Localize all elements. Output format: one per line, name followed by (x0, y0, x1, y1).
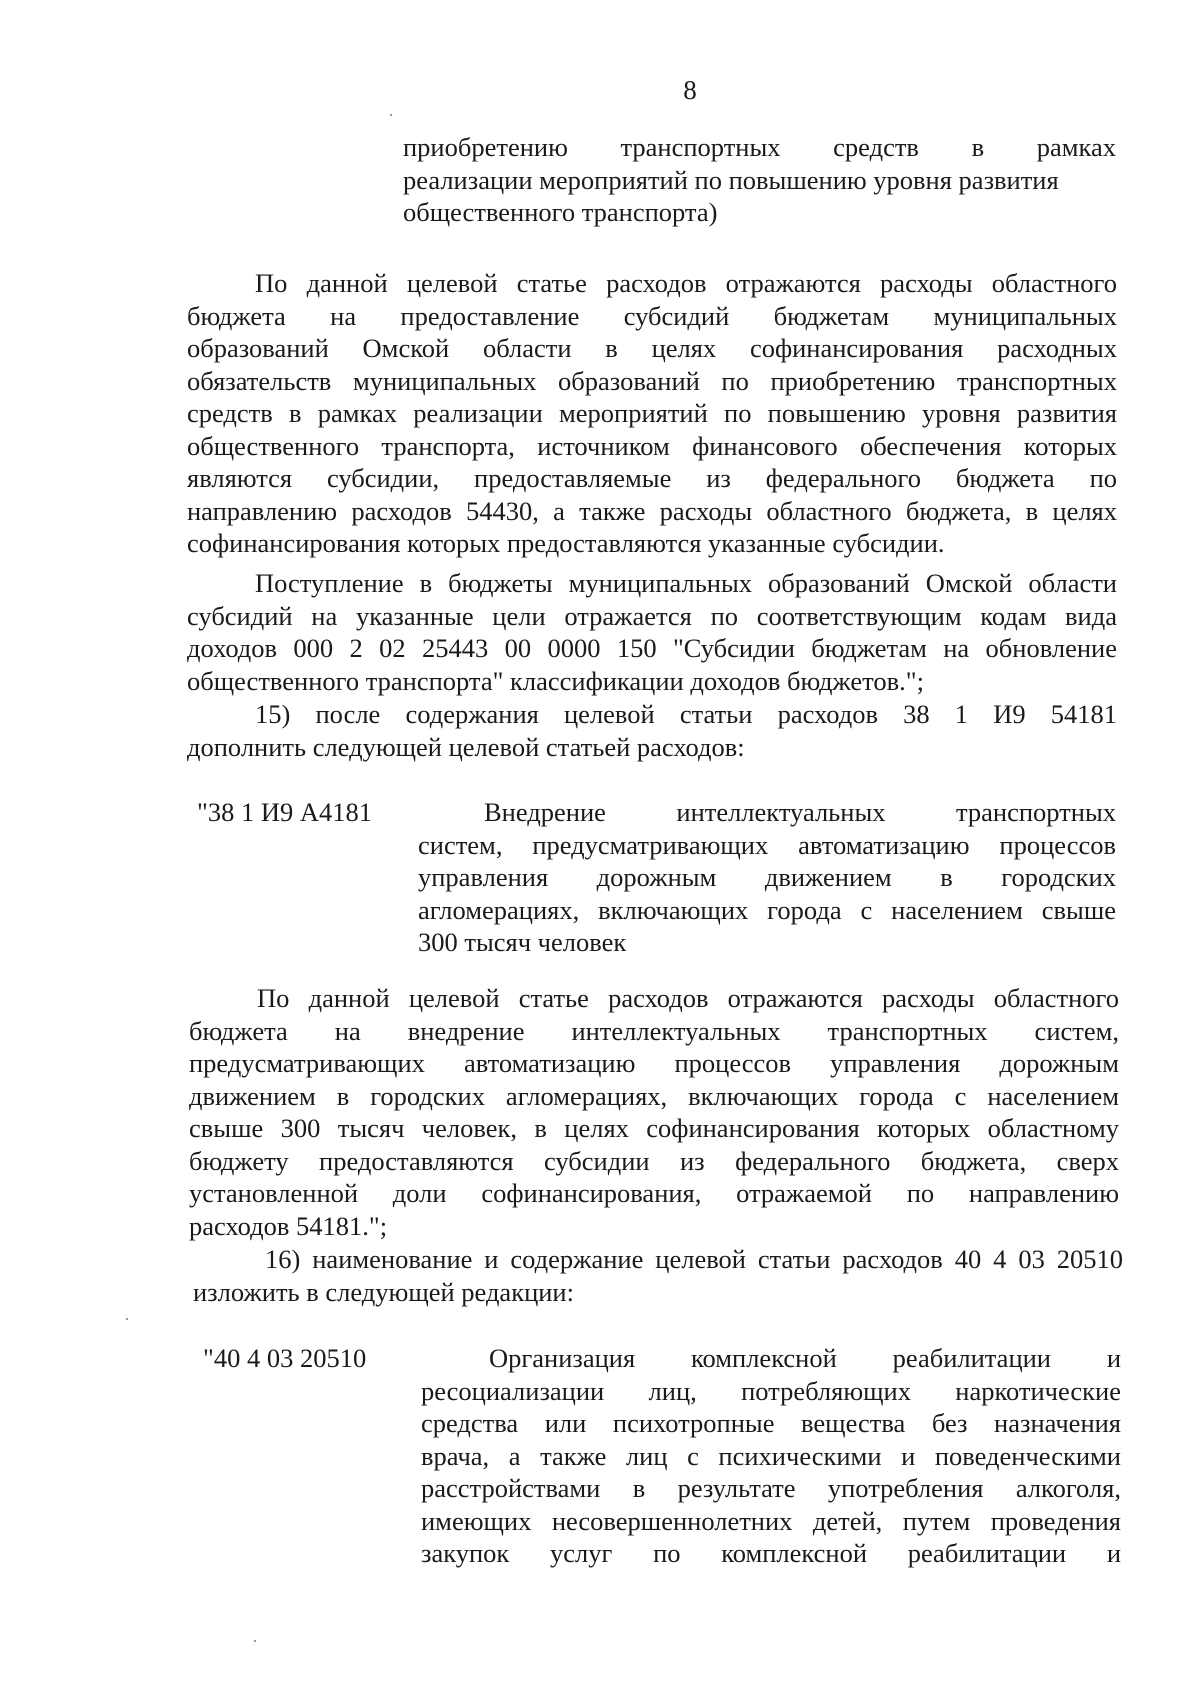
text-line: приобретению транспортных средств в рамках (403, 132, 1116, 162)
text-line: предусматривающих автоматизацию процессов управления дорожным (189, 1048, 1119, 1078)
text-line: бюджета на предоставление субсидий бюджетам муниципальных (187, 300, 1117, 331)
scan-speck (390, 114, 392, 116)
text-line: доходов 000 2 02 25443 00 0000 150 "Субсидии бюджетам на обновление (187, 633, 1117, 663)
text-line: ресоциализации лиц, потребляющих наркотические (421, 1375, 1121, 1406)
text-line: изложить в следующей редакции: (193, 1276, 574, 1307)
scan-speck (254, 1640, 256, 1642)
paragraph-revenue-codes (187, 567, 1117, 697)
text-line: Поступление в бюджеты муниципальных образований Омской области (255, 568, 1117, 598)
text-line: расходов 54181."; (189, 1210, 388, 1241)
text-line: направлению расходов 54430, а также расходы областного бюджета, в целях (187, 495, 1117, 526)
text-line: По данной целевой статье расходов отражаются расходы областного (257, 983, 1119, 1013)
text-line: свыше 300 тысяч человек, в целях софинансирования которых областному (189, 1113, 1119, 1143)
target-article-name (418, 796, 1116, 959)
text-line: общественного транспорта" классификации доходов бюджетов."; (187, 665, 924, 696)
text-line: бюджету предоставляются субсидии из федерального бюджета, сверх (189, 1145, 1119, 1176)
text-line: образований Омской области в целях софинансирования расходных (187, 333, 1117, 363)
text-line: управления дорожным движением в городских (418, 862, 1116, 892)
target-article-name (421, 1342, 1121, 1570)
target-article-code: "38 1 И9 А4181 (197, 797, 372, 827)
text-line: систем, предусматривающих автоматизацию процессов (418, 829, 1116, 860)
list-item-15 (187, 698, 1117, 763)
text-line: расстройствами в результате употребления алкоголя, (421, 1473, 1121, 1503)
text-line: бюджета на внедрение интеллектуальных транспортных систем, (189, 1015, 1119, 1046)
page-number: 8 (683, 75, 697, 105)
text-line: движением в городских агломерациях, включающих города с населением (189, 1080, 1119, 1111)
scan-speck (126, 1318, 128, 1320)
text-line: Внедрение интеллектуальных транспортных (484, 797, 1116, 827)
text-line: общественного транспорта) (403, 197, 718, 227)
paragraph-expenses-description (187, 267, 1117, 560)
text-line: установленной доли софинансирования, отражаемой по направлению (189, 1178, 1119, 1208)
article-name-continuation (403, 131, 1116, 229)
text-line: агломерациях, включающих города с населением свыше (418, 894, 1116, 925)
text-line: 300 тысяч человек (418, 927, 627, 957)
text-line: 15) после содержания целевой статьи расходов 38 1 И9 54181 (255, 699, 1117, 729)
text-line: являются субсидии, предоставляемые из федерального бюджета по (187, 463, 1117, 493)
text-line: закупок услуг по комплексной реабилитации и (421, 1538, 1121, 1568)
target-article-code: "40 4 03 20510 (203, 1343, 367, 1373)
list-item-16 (193, 1243, 1123, 1308)
paragraph-its-description (189, 982, 1119, 1242)
text-line: софинансирования которых предоставляются указанные субсидии. (187, 528, 945, 558)
text-line: обязательств муниципальных образований по приобретению транспортных (187, 365, 1117, 396)
text-line: имеющих несовершеннолетних детей, путем проведения (421, 1505, 1121, 1536)
text-line: По данной целевой статье расходов отражаются расходы областного (255, 268, 1117, 298)
text-line: средства или психотропные вещества без назначения (421, 1408, 1121, 1438)
text-line: реализации мероприятий по повышению уровня развития (403, 164, 1059, 195)
text-line: врача, а также лиц с психическими и поведенческими (421, 1440, 1121, 1471)
text-line: субсидий на указанные цели отражается по соответствующим кодам вида (187, 600, 1117, 631)
text-line: 16) наименование и содержание целевой статьи расходов 40 4 03 20510 (265, 1244, 1123, 1274)
text-line: Организация комплексной реабилитации и (489, 1343, 1121, 1373)
text-line: общественного транспорта, источником финансового обеспечения которых (187, 430, 1117, 461)
text-line: средств в рамках реализации мероприятий по повышению уровня развития (187, 398, 1117, 428)
text-line: дополнить следующей целевой статьей расходов: (187, 731, 745, 762)
